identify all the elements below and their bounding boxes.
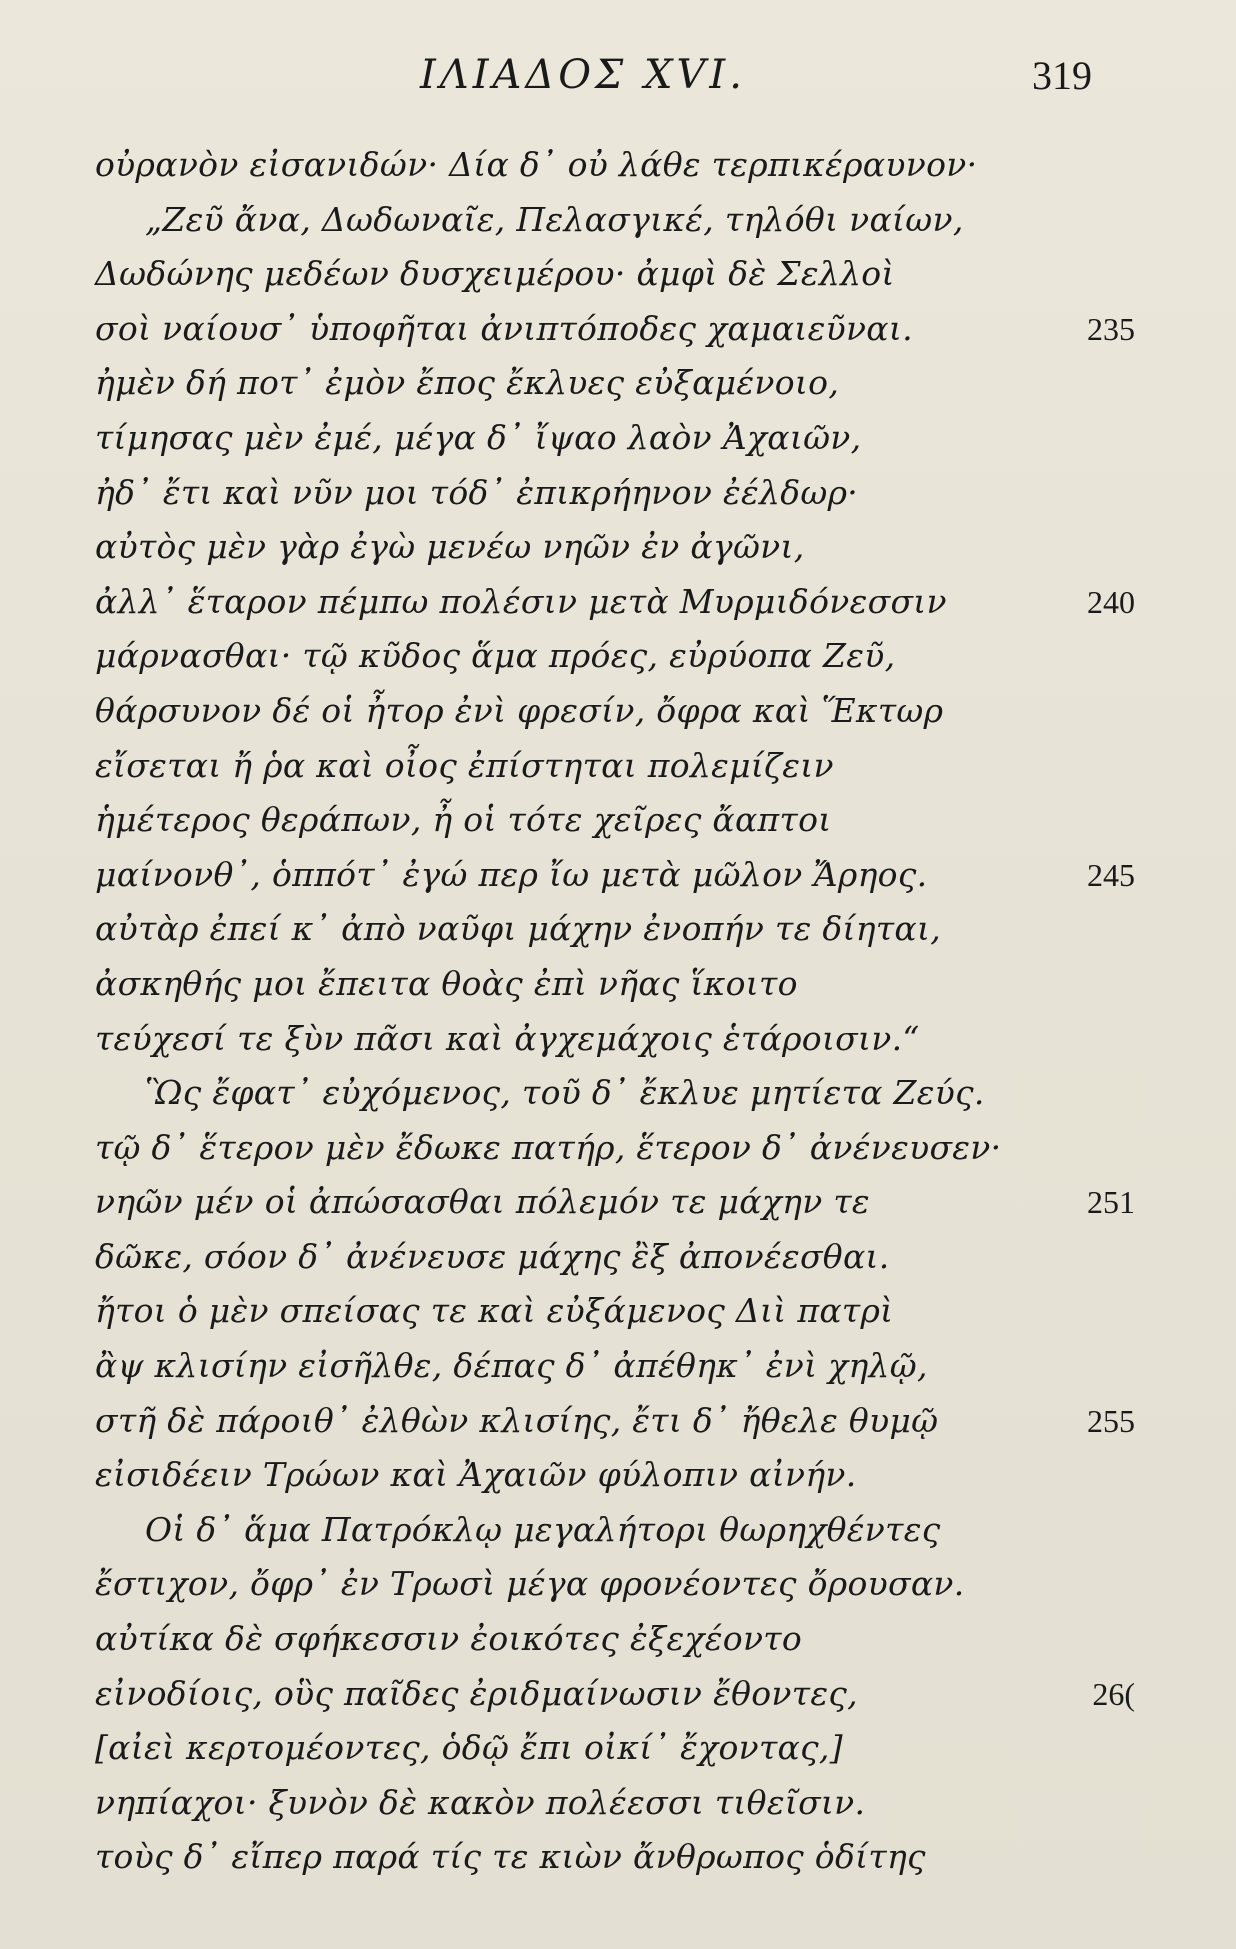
verse-text: μάρνασθαι· τῷ κῦδος ἅμα πρόες, εὐρύοπα Ζεῦ,: [95, 636, 896, 676]
verse-line: [95, 793, 1135, 848]
verse-line: [95, 302, 1135, 357]
verse-text: ἠδ᾽ ἔτι καὶ νῦν μοι τόδ᾽ ἐπικρήηνον ἐέλδωρ·: [95, 472, 859, 512]
verse-line: [95, 520, 1135, 575]
verse-line: [95, 629, 1135, 684]
verse-line: [95, 684, 1135, 739]
verse-text: ἡμέτερος θεράπων, ἦ οἱ τότε χεῖρες ἄαπτοι: [95, 800, 832, 840]
line-number: 255: [1087, 1402, 1135, 1439]
verse-line: [95, 1339, 1135, 1394]
verse-line: [95, 1066, 1135, 1121]
verse-line: [95, 1394, 1135, 1449]
verse-text: ἀσκηθής μοι ἔπειτα θοὰς ἐπὶ νῆας ἵκοιτο: [95, 963, 798, 1003]
verse-text: τεύχεσί τε ξὺν πᾶσι καὶ ἀγχεμάχοις ἑτάροισιν.“: [95, 1018, 920, 1058]
verse-text: ἠμὲν δή ποτ᾽ ἐμὸν ἔπος ἔκλυες εὐξαμένοιο,: [95, 363, 840, 403]
verse-text: ἂψ κλισίην εἰσῆλθε, δέπας δ᾽ ἀπέθηκ᾽ ἐνὶ χηλῷ,: [95, 1346, 928, 1386]
verse-line: [95, 1175, 1135, 1230]
verse-text: „Ζεῦ ἄνα, Δωδωναῖε, Πελασγικέ, τηλόθι ναίων,: [145, 199, 964, 239]
verse-line: [95, 1776, 1135, 1831]
line-number: 245: [1087, 856, 1135, 893]
verse-line: [95, 247, 1135, 302]
line-number: 26(: [1092, 1675, 1135, 1712]
verse-line: [95, 575, 1135, 630]
verse-line: [95, 138, 1135, 193]
verse-text: οὐρανὸν εἰσανιδών· Δία δ᾽ οὐ λάθε τερπικέραυνον·: [95, 145, 978, 184]
verse-line: [95, 1121, 1135, 1176]
verse-line: [95, 1503, 1135, 1558]
verse-text: [αἰεὶ κερτομέοντες, ὁδῷ ἔπι οἰκί᾽ ἔχοντας,]: [95, 1728, 843, 1768]
page-number: 319: [1032, 53, 1092, 98]
verse-line: [95, 1612, 1135, 1667]
verse-text: τοὺς δ᾽ εἴπερ παρά τίς τε κιὼν ἄνθρωπος ὁδίτης: [95, 1837, 926, 1877]
verse-text: στῆ δὲ πάροιθ᾽ ἐλθὼν κλισίης, ἔτι δ᾽ ἤθελε θυμῷ: [95, 1400, 939, 1440]
verse-text: νηπίαχοι· ξυνὸν δὲ κακὸν πολέεσσι τιθεῖσιν.: [95, 1782, 866, 1822]
line-number: 251: [1087, 1184, 1135, 1221]
verse-text: αὐτὸς μὲν γὰρ ἐγὼ μενέω νηῶν ἐν ἀγῶνι,: [95, 527, 805, 567]
running-title: ΙΛΙΑΔΟΣ XVI.: [420, 52, 746, 98]
verse-text: τῷ δ᾽ ἕτερον μὲν ἔδωκε πατήρ, ἕτερον δ᾽ ἀνένευσεν·: [95, 1127, 1002, 1167]
verse-text: Δωδώνης μεδέων δυσχειμέρου· ἀμφὶ δὲ Σελλοὶ: [95, 254, 895, 294]
verse-line: [95, 957, 1135, 1012]
verse-text: τίμησας μὲν ἐμέ, μέγα δ᾽ ἴψαο λαὸν Ἀχαιῶν,: [95, 417, 862, 457]
verse-text: νηῶν μέν οἱ ἀπώσασθαι πόλεμόν τε μάχην τε: [95, 1182, 870, 1222]
verse-text: Οἱ δ᾽ ἅμα Πατρόκλῳ μεγαλήτορι θωρηχθέντες: [145, 1509, 941, 1549]
verse-line: [95, 1721, 1135, 1776]
verse-line: [95, 1230, 1135, 1285]
verse-text: δῶκε, σόον δ᾽ ἀνένευσε μάχης ἒξ ἀπονέεσθαι.: [95, 1236, 890, 1276]
line-number: 240: [1087, 583, 1135, 620]
verse-block: [95, 138, 1135, 1885]
verse-text: ἔστιχον, ὄφρ᾽ ἐν Τρωσὶ μέγα φρονέοντες ὄρουσαν.: [95, 1564, 965, 1604]
verse-text: ἀλλ᾽ ἕταρον πέμπω πολέσιν μετὰ Μυρμιδόνεσσιν: [95, 581, 947, 621]
verse-text: θάρσυνον δέ οἱ ἦτορ ἐνὶ φρεσίν, ὄφρα καὶ Ἕκτωρ: [95, 690, 944, 730]
verse-line: [95, 1284, 1135, 1339]
verse-text: εἰσιδέειν Τρώων καὶ Ἀχαιῶν φύλοπιν αἰνήν.: [95, 1455, 857, 1495]
verse-line: [95, 1667, 1135, 1722]
verse-text: Ὣς ἔφατ᾽ εὐχόμενος, τοῦ δ᾽ ἔκλυε μητίετα Ζεύς.: [145, 1073, 985, 1113]
verse-line: [95, 356, 1135, 411]
verse-line: [95, 1557, 1135, 1612]
verse-line: [95, 466, 1135, 521]
line-number: 235: [1087, 310, 1135, 347]
verse-text: αὐτὰρ ἐπεί κ᾽ ἀπὸ ναῦφι μάχην ἐνοπήν τε δίηται,: [95, 909, 942, 949]
verse-text: σοὶ ναίουσ᾽ ὑποφῆται ἀνιπτόποδες χαμαιεῦναι.: [95, 308, 913, 348]
verse-text: εἰνοδίοις, οὓς παῖδες ἐριδμαίνωσιν ἔθοντες,: [95, 1673, 858, 1713]
verse-line: [95, 193, 1135, 248]
verse-text: ἤτοι ὁ μὲν σπείσας τε καὶ εὐξάμενος Διὶ πατρὶ: [95, 1291, 894, 1331]
verse-text: μαίνονθ᾽, ὁππότ᾽ ἐγώ περ ἴω μετὰ μῶλον Ἄρηος.: [95, 854, 928, 894]
verse-line: [95, 1448, 1135, 1503]
verse-line: [95, 411, 1135, 466]
verse-line: [95, 848, 1135, 903]
verse-text: αὐτίκα δὲ σφήκεσσιν ἐοικότες ἐξεχέοντο: [95, 1619, 803, 1659]
verse-text: εἴσεται ἤ ῥα καὶ οἶος ἐπίστηται πολεμίζειν: [95, 745, 834, 785]
verse-line: [95, 902, 1135, 957]
verse-line: [95, 1830, 1135, 1885]
page-header: [0, 52, 1236, 112]
verse-line: [95, 739, 1135, 794]
verse-line: [95, 1012, 1135, 1067]
